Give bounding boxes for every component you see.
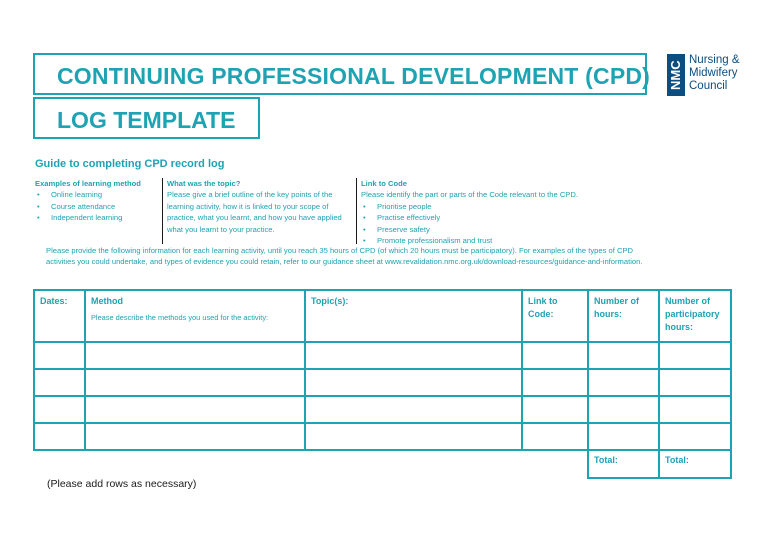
learning-method-list <box>35 189 159 223</box>
cell-participatory[interactable] <box>659 369 731 396</box>
header-method-hint: Please describe the methods you used for the activity: <box>91 313 269 322</box>
list-item: • Course attendance <box>35 201 159 212</box>
topic-title: What was the topic? <box>167 179 241 188</box>
code-title: Link to Code <box>361 179 407 188</box>
header-link-to-code: Link to Code: <box>522 290 588 342</box>
header-hours: Number of hours: <box>588 290 659 342</box>
header-participatory-hours: Number of participatory hours: <box>659 290 731 342</box>
cell-topics[interactable] <box>305 369 522 396</box>
page-title: CONTINUING PROFESSIONAL DEVELOPMENT (CPD) <box>57 63 651 89</box>
learning-method-section <box>35 178 159 224</box>
table-row <box>34 369 731 396</box>
cell-topics[interactable] <box>305 423 522 450</box>
table-row <box>34 342 731 369</box>
intro-text: Please provide the following information for each learning activity, until you reach 35 hours of CPD (of which 20 hours must be participatory). For examples of the types of CPD activities you could undertake, and types of evidence you could retain, refer to our guidance sheet at www.revalidation.nmc.org.uk/download-resources/guidance-and-information. <box>46 246 643 266</box>
cpd-log-table <box>33 289 732 479</box>
list-item: • Independent learning <box>35 212 159 223</box>
cell-topics[interactable] <box>305 342 522 369</box>
total-participatory-cell[interactable]: Total: <box>659 450 731 478</box>
cell-link[interactable] <box>522 369 588 396</box>
topic-section <box>162 178 352 244</box>
cell-link[interactable] <box>522 396 588 423</box>
table-row <box>34 396 731 423</box>
cell-method[interactable] <box>85 396 305 423</box>
cell-method[interactable] <box>85 342 305 369</box>
header-method <box>85 290 305 342</box>
cell-participatory[interactable] <box>659 396 731 423</box>
cell-dates[interactable] <box>34 423 85 450</box>
logo-line: Nursing & <box>689 54 740 66</box>
nmc-logo-mark: NMC <box>667 54 685 96</box>
header-topics: Topic(s): <box>305 290 522 342</box>
header-method-label: Method <box>91 296 123 306</box>
cell-hours[interactable] <box>588 423 659 450</box>
cell-hours[interactable] <box>588 342 659 369</box>
list-item: • Prioritise people <box>361 201 621 212</box>
nmc-logo-text <box>689 54 740 93</box>
code-list <box>361 201 621 247</box>
footnote: (Please add rows as necessary) <box>47 478 197 490</box>
table-row <box>34 423 731 450</box>
cell-dates[interactable] <box>34 369 85 396</box>
cell-dates[interactable] <box>34 396 85 423</box>
table-header-row <box>34 290 731 342</box>
cell-method[interactable] <box>85 369 305 396</box>
subtitle-box <box>33 97 260 139</box>
cell-link[interactable] <box>522 423 588 450</box>
header-dates: Dates: <box>34 290 85 342</box>
cell-method[interactable] <box>85 423 305 450</box>
title-box <box>33 53 651 95</box>
code-text: Please identify the part or parts of the Code relevant to the CPD. <box>361 190 578 200</box>
cell-link[interactable] <box>522 342 588 369</box>
list-item: • Promote professionalism and trust <box>361 235 621 246</box>
learning-method-title: Examples of learning method <box>35 179 141 188</box>
topic-text: Please give a brief outline of the key points of the learning activity, how it is linked to your scope of practice, what you learnt, and how you have applied what you learnt to your practice. <box>167 190 342 234</box>
total-row <box>34 450 731 478</box>
total-hours-cell[interactable]: Total: <box>588 450 659 478</box>
cell-dates[interactable] <box>34 342 85 369</box>
cell-participatory[interactable] <box>659 342 731 369</box>
guide-heading: Guide to completing CPD record log <box>35 158 225 170</box>
list-item: • Preserve safety <box>361 224 621 235</box>
cell-participatory[interactable] <box>659 423 731 450</box>
list-item: • Online learning <box>35 189 159 200</box>
cell-hours[interactable] <box>588 396 659 423</box>
code-section <box>356 178 621 244</box>
logo-line: Council <box>689 80 728 92</box>
cell-topics[interactable] <box>305 396 522 423</box>
nmc-logo <box>667 54 757 98</box>
list-item: • Practise effectively <box>361 212 621 223</box>
cell-hours[interactable] <box>588 369 659 396</box>
logo-line: Midwifery <box>689 67 738 79</box>
page-subtitle: LOG TEMPLATE <box>57 107 236 133</box>
